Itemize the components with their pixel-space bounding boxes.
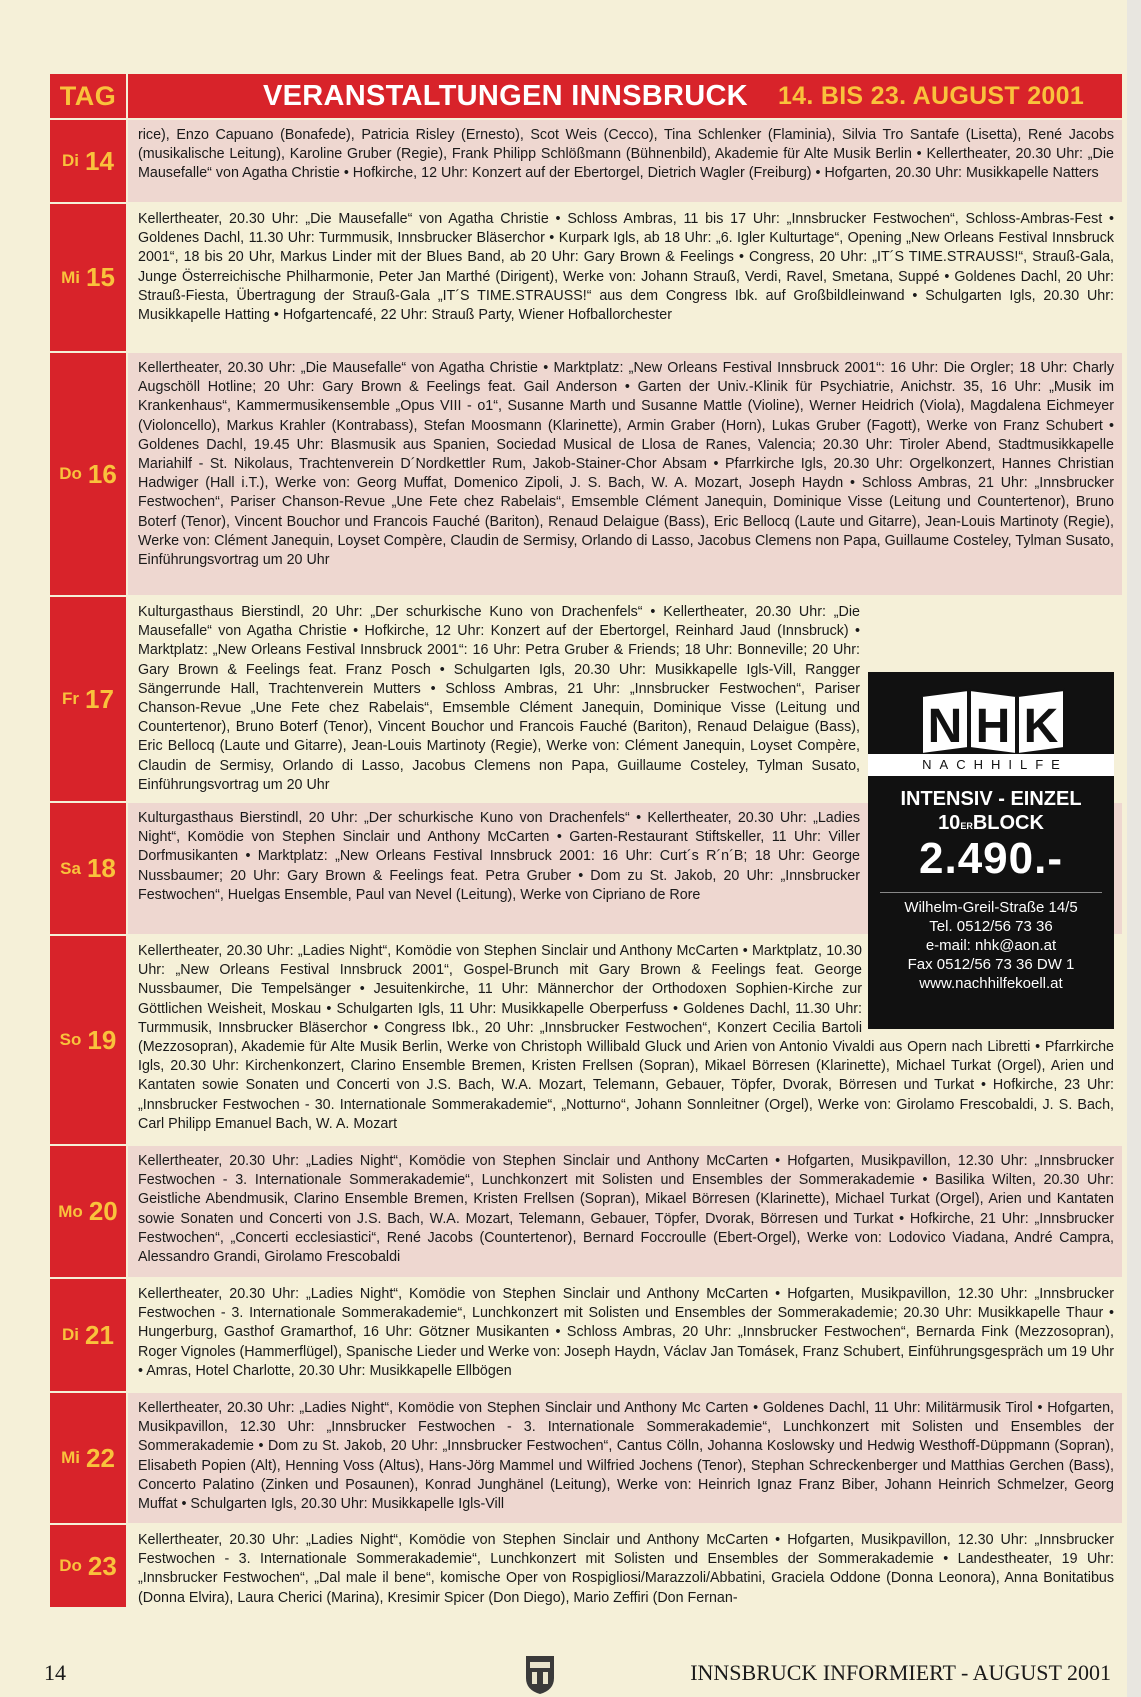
ad-fax: Fax 0512/56 73 36 DW 1 bbox=[907, 956, 1075, 973]
day-name: Mi bbox=[61, 267, 80, 287]
ad-contact bbox=[868, 898, 1114, 993]
page-title: VERANSTALTUNGEN INNSBRUCK bbox=[263, 79, 748, 112]
date-range: 14. BIS 23. AUGUST 2001 bbox=[777, 81, 1085, 110]
day-number: 18 bbox=[86, 853, 116, 883]
ad-price: 2.490.- bbox=[919, 834, 1063, 883]
day-cell bbox=[50, 120, 128, 202]
day-cell bbox=[50, 1525, 128, 1607]
header-tag: TAG bbox=[50, 74, 128, 118]
day-cell bbox=[50, 803, 128, 934]
table-header bbox=[50, 74, 1122, 118]
event-text: rice), Enzo Capuano (Bonafede), Patricia Risley (Ernesto), Scot Weis (Cecco), Tina Schlenker (Flaminia), Silvia Tro Santafe (Lisetta), René Jacobs (musikalische Leitung), Karoline Gruber (Regie), Frank Philipp Schlößmann (Bühnenbild), Akademie für Alte Musik Berlin • Kellertheater, 20.30 Uhr: „Die Mausefalle“ von Agatha Christie • Hofkirche, 12 Uhr: Konzert auf der Ebertorgel, Dietrich Wagler (Freiburg) • Hofgarten, 20.30 Uhr: Musikkapelle Natters bbox=[128, 120, 1122, 202]
page-footer bbox=[0, 1652, 1141, 1692]
day-name: Mi bbox=[61, 1448, 80, 1467]
page-edge bbox=[1127, 0, 1141, 1697]
ad-offer-line: INTENSIV - EINZEL bbox=[900, 788, 1082, 810]
day-cell bbox=[50, 204, 128, 351]
nhk-advertisement bbox=[868, 672, 1114, 1029]
day-number: 23 bbox=[87, 1550, 117, 1581]
day-cell bbox=[50, 936, 128, 1144]
day-number: 20 bbox=[88, 1196, 118, 1226]
day-name: Do bbox=[59, 464, 82, 483]
day-cell bbox=[50, 353, 128, 595]
day-number: 16 bbox=[87, 458, 117, 489]
ad-block-suffix: ER bbox=[960, 821, 973, 831]
event-text: Kellertheater, 20.30 Uhr: „Die Mausefalle“ von Agatha Christie • Schloss Ambras, 11 bis 17 Uhr: „Innsbrucker Festwochen“, Schloss-Ambras-Fest • Goldenes Dachl, 11.30 Uhr: Turmmusik, Innsbrucker Bläserchor • Kurpark Igls, ab 18 Uhr: „6. Igler Kulturtage“, Opening „New Orleans Festival Innsbruck 2001“, 18 bis 20 Uhr, Markus Linder mit der Blues Band, ab 20 Uhr: Gary Brown & Feelings • Congress, 20 Uhr: „IT´S TIME.STRAUSS!“, Strauß-Gala, Junge Österreichische Philharmonie, Peter Jan Marthé (Dirigent), Werke von: Johann Strauß, Verdi, Ravel, Smetana, Suppé • Goldenes Dachl, 20 Uhr: Strauß-Fiesta, Übertragung der Strauß-Gala „IT´S TIME.STRAUSS!“ aus dem Congress Ibk. auf Großbildleinwand • Schulgarten Igls, 20.30 Uhr: Musikkapelle Hatting • Hofgartencafé, 22 Uhr: Strauß Party, Wiener Hofballorchester bbox=[128, 204, 1122, 351]
day-number: 19 bbox=[87, 1024, 117, 1055]
table-row bbox=[50, 351, 1122, 595]
day-cell bbox=[50, 1393, 128, 1523]
day-number: 15 bbox=[85, 262, 115, 292]
event-text: Kellertheater, 20.30 Uhr: „Ladies Night“, Komödie von Stephen Sinclair und Anthony McCarten • Hofgarten, Musikpavillon, 12.30 Uhr: „Innsbrucker Festwochen - 3. Internationale Sommerakademie“, Lunchkonzert mit Solisten und Ensembles der Sommerakademie; 20.30 Uhr: Musikkapelle Thaur • Hungerburg, Gasthof Gramarthof, 16 Uhr: Götzner Musikanten • Schloss Ambras, 20 Uhr: „Innsbrucker Festwochen“, Bernarda Fink (Mezzosopran), Roger Vignoles (Hammerflügel), Spanische Lieder und Werke von: Joseph Haydn, Václav Jan Tomásek, Franz Schubert, Einführungsgespräch um 19 Uhr • Amras, Hotel Charlotte, 20.30 Uhr: Musikkapelle Ellbögen bbox=[128, 1279, 1122, 1391]
ad-block-word: BLOCK bbox=[972, 812, 1044, 834]
event-text: Kellertheater, 20.30 Uhr: „Die Mausefalle“ von Agatha Christie • Marktplatz: „New Orleans Festival Innsbruck 2001“: 16 Uhr: Die Orgler; 18 Uhr: Charly Augschöll Hotline; 20 Uhr: Gary Brown & Feelings feat. Gail Anderson • Garten der Univ.-Klinik für Psychiatrie, Anichstr. 35, 16 Uhr: „Musik im Krankenhaus“, Kammermusikensemble „Opus VIII - o1“, Susanne Marth und Susanne Mattle (Violine), Werner Heidrich (Viola), Magdalena Eichmeyer (Violoncello), Markus Krahler (Kontrabass), Stefan Moosmann (Klarinette), Armin Graber (Horn), Lukas Gruber (Fagott), Werke von Franz Schubert • Goldenes Dachl, 19.45 Uhr: Blasmusik aus Spanien, Sociedad Musical de Llosa de Ranes, Valencia; 20.30 Uhr: Tiroler Abend, Stadtmusikkapelle Mariahilf - St. Nikolaus, Trachtenverein D´Nordkettler Rum, Jakob-Stainer-Chor Absam • Pfarrkirche Igls, 20.30 Uhr: Orgelkonzert, Hannes Christian Hadwiger (Hall i.T.), Werke von: Georg Muffat, Domenico Zipoli, J. S. Bach, W. A. Mozart, Joseph Haydn • Schloss Ambras, 21 Uhr: „Innsbrucker Festwochen“, Pariser Chanson-Revue „Une Fete chez Rabelais“, Emsemble Clément Janequin, Dominique Visse (Leitung und Countertenor), Bruno Boterf (Tenor), Vincent Bouchor und Francois Fauché (Bariton), Renaud Delaigue (Bass), Eric Bellocq (Laute und Gitarre), Jean-Louis Martinoty (Regie), Werke von: Clément Janequin, Loyset Compère, Claudin de Sermisy, Orlando di Lasso, Jacobus Clemens non Papa, Guillaume Costeley, Tylman Susato, Einführungsvortrag um 20 Uhr bbox=[128, 353, 1122, 595]
ad-brand-band: NACHHILFE bbox=[868, 754, 1114, 776]
day-cell bbox=[50, 1146, 128, 1277]
table-row bbox=[50, 1523, 1122, 1607]
ad-phone: Tel. 0512/56 73 36 bbox=[929, 918, 1053, 935]
header-title-area bbox=[128, 74, 1122, 118]
event-text: Kellertheater, 20.30 Uhr: „Ladies Night“, Komödie von Stephen Sinclair und Anthony Mc Carten • Goldenes Dachl, 11 Uhr: Militärmusik Tirol • Hofgarten, Musikpavillon, 12.30 Uhr: „Innsbrucker Festwochen - 3. Internationale Sommerakademie“, Lunchkonzert mit Solisten und Ensembles der Sommerakademie • Dom zu St. Jakob, 20 Uhr: „Innsbrucker Festwochen“, Cantus Cölln, Johanna Koslowsky und Hedwig Westhoff-Düppmann (Sopran), Elisabeth Popien (Alt), Henning Voss (Altus), Hans-Jörg Mammel und Wilfried Jochens (Tenor), Stephan Schreckenberger und Matthias Gerchen (Bass), Concerto Palatino (Zinken und Posaunen), Konrad Junghänel (Leitung), Werke von: Heinrich Ignaz Franz Biber, Johann Heinrich Schmelzer, Georg Muffat • Schulgarten Igls, 20.30 Uhr: Musikkapelle Igls-Vill bbox=[128, 1393, 1122, 1523]
day-number: 21 bbox=[85, 1319, 114, 1350]
table-row bbox=[50, 1391, 1122, 1523]
day-name: Do bbox=[59, 1556, 82, 1575]
day-number: 17 bbox=[85, 683, 114, 714]
ad-website: www.nachhilfekoell.at bbox=[919, 975, 1063, 992]
table-row bbox=[50, 1144, 1122, 1277]
table-row bbox=[50, 118, 1122, 202]
day-name: So bbox=[59, 1030, 82, 1049]
day-name: Mo bbox=[58, 1201, 83, 1221]
ad-address: Wilhelm-Greil-Straße 14/5 bbox=[904, 899, 1078, 916]
event-text: Kellertheater, 20.30 Uhr: „Ladies Night“, Komödie von Stephen Sinclair und Anthony McCarten • Hofgarten, Musikpavillon, 12.30 Uhr: „Innsbrucker Festwochen - 3. Internationale Sommerakademie“, Lunchkonzert mit Solisten und Ensembles der Sommerakademie • Landestheater, 19 Uhr: „Innsbrucker Festwochen“, „Dal male il bene“, komische Oper von Rospigliosi/Marazzoli/Abbatini, Graciela Oddone (Donna Leonora), Anna Bonitatibus (Donna Elvira), Laura Cherici (Marina), Kresimir Spicer (Don Diego), Mario Zeffiri (Don Fernan- bbox=[128, 1525, 1122, 1607]
day-cell bbox=[50, 597, 128, 801]
ad-divider bbox=[880, 892, 1102, 893]
day-name: Fr bbox=[62, 689, 80, 708]
event-text-content: Kellertheater, 20.30 Uhr: „Ladies Night“, Komödie von Stephen Sinclair und Anthony McCarten • Marktplatz, 10.30 Uhr: „New Orleans Festival Innsbruck 2001“, Gospel-Brunch mit Gary Brown & Feelings feat. George Nussbaumer, Die Tempelsänger • Jesuitenkirche, 11 Uhr: Männerchor der Orthodoxen Sophien-Kirche zur Göttlichen Weisheit, Moskau • Schulgarten Igls, 11 Uhr: Musikkapelle Oberperfuss • Goldenes Dachl, 11.30 Uhr: Turmmusik, Innsbrucker Bläserchor • Congress Ibk., 20 Uhr: „Innsbrucker Festwochen“, Konzert Cecilia Bartoli (Mezzosopran), Akademie für Alte Musik Berlin, Werke von Christoph Willibald Gluck und Arien von Antonio Vivaldi aus Opern nach Libretti • Pfarrkirche Igls, 20.30 Uhr: Kirchenkonzert, Clarino Ensemble Bremen, Kristen Frellsen (Sopran), Mikael Börresen (Klarinette), Michael Turkat (Orgel), Arien und Kantaten sowie Sonaten und Concerti von J.S. Bach, W.A. Mozart, Telemann, Gebauer, Töpfer, Dvorak, Börresen und Turkat • Hofkirche, 23 Uhr: „Innsbrucker Festwochen - 30. Internationale Sommerakademie“, „Notturno“, Johann Sonnleitner (Orgel), Werke von: Girolamo Frescobaldi, J. S. Bach, Carl Philipp Emanuel Bach, W. A. Mozart bbox=[138, 943, 1114, 1132]
ad-block-line bbox=[868, 812, 1114, 835]
day-number: 22 bbox=[85, 1442, 115, 1473]
table-row bbox=[50, 1277, 1122, 1391]
event-text: Kulturgasthaus Bierstindl, 20 Uhr: „Der schurkische Kuno von Drachenfels“ • Kellertheater, 20.30 Uhr: „Ladies Night“, Komödie von Stephen Sinclair und Anthony McCarten • Garten-Restaurant Stiftskeller, 11 Uhr: Viller Dorfmusikanten • Marktplatz: „New Orleans Festival Innsbruck 2001: 16 Uhr: Curt´s R´n´B; 18 Uhr: George Nussbaumer; 20 Uhr: Gary Brown & Feelings feat. Petra Gruber • Dom zu St. Jakob, 20 Uhr: „Innsbrucker Festwochen“, Huelgas Ensemble, Paul van Nevel (Leitung), Werke von Cipriano de Rore bbox=[128, 803, 1122, 934]
logo-letter-h: H bbox=[975, 700, 1011, 753]
city-crest-icon bbox=[520, 1652, 560, 1696]
event-text: Kulturgasthaus Bierstindl, 20 Uhr: „Der schurkische Kuno von Drachenfels“ • Kellertheater, 20.30 Uhr: „Die Mausefalle“ von Agatha Christie • Hofkirche, 12 Uhr: Konzert auf der Ebertorgel, Reinhard Jaud (Innsbruck) • Marktplatz: „New Orleans Festival Innsbruck 2001“: 16 Uhr: Petra Gruber & Friends; 18 Uhr: Bonneville; 20 Uhr: Gary Brown & Feelings feat. Franz Posch • Schulgarten Igls, 20.30 Uhr: Musikkapelle Igls-Vill, Rangger Sängerrunde Hall, Trachtenverein Mutters • Schloss Ambras, 21 Uhr: „Innsbrucker Festwochen“, Pariser Chanson-Revue „Une Fete chez Rabelais“, Emsemble Clément Janequin, Dominique Visse (Leitung und Countertenor), Bruno Boterf (Tenor), Vincent Bouchor und Francois Fauché (Bariton), Renaud Delaigue (Bass), Eric Bellocq (Laute und Gitarre), Jean-Louis Martinoty (Regie), Werke von: Clément Janequin, Loyset Compère, Claudin de Sermisy, Orlando di Lasso, Jacobus Clemens non Papa, Guillaume Costeley, Tylman Susato, Einführungsvortrag um 20 Uhr bbox=[128, 597, 1122, 801]
event-text: Kellertheater, 20.30 Uhr: „Ladies Night“, Komödie von Stephen Sinclair und Anthony McCarten • Hofgarten, Musikpavillon, 12.30 Uhr: „Innsbrucker Festwochen - 3. Internationale Sommerakademie“, Lunchkonzert mit Solisten und Ensembles der Sommerakademie • Basilika Wilten, 20.30 Uhr: Geistliche Abendmusik, Clarino Ensemble Bremen, Kristen Frellsen (Sopran), Mikael Börresen (Klarinette), Michael Turkat (Orgel), Arien und Kantaten sowie Sonaten und Concerti von J.S. Bach, W.A. Mozart, Telemann, Gebauer, Töpfer, Dvorak, Börresen und Turkat • Hofkirche, 21 Uhr: „Innsbrucker Festwochen“, „Concerti ecclesiastici“, René Jacobs (Countertenor), Bernard Foccroulle (Ebert-Orgel), Werke von: Lodovico Viadana, André Campra, Alessandro Grandi, Girolamo Frescobaldi bbox=[128, 1146, 1122, 1277]
day-number: 14 bbox=[85, 145, 114, 176]
logo-letter-k: K bbox=[1023, 700, 1059, 753]
publication-title: INNSBRUCK INFORMIERT - AUGUST 2001 bbox=[690, 1660, 1111, 1685]
day-name: Di bbox=[62, 151, 80, 170]
day-name: Sa bbox=[60, 858, 81, 878]
day-cell bbox=[50, 1279, 128, 1391]
table-row bbox=[50, 202, 1122, 351]
day-name: Di bbox=[62, 1325, 80, 1344]
ad-block-number: 10 bbox=[938, 812, 961, 834]
nhk-logo bbox=[918, 686, 1066, 760]
logo-letter-n: N bbox=[927, 700, 963, 753]
page-number: 14 bbox=[44, 1660, 66, 1685]
ad-email: e-mail: nhk@aon.at bbox=[925, 937, 1057, 954]
